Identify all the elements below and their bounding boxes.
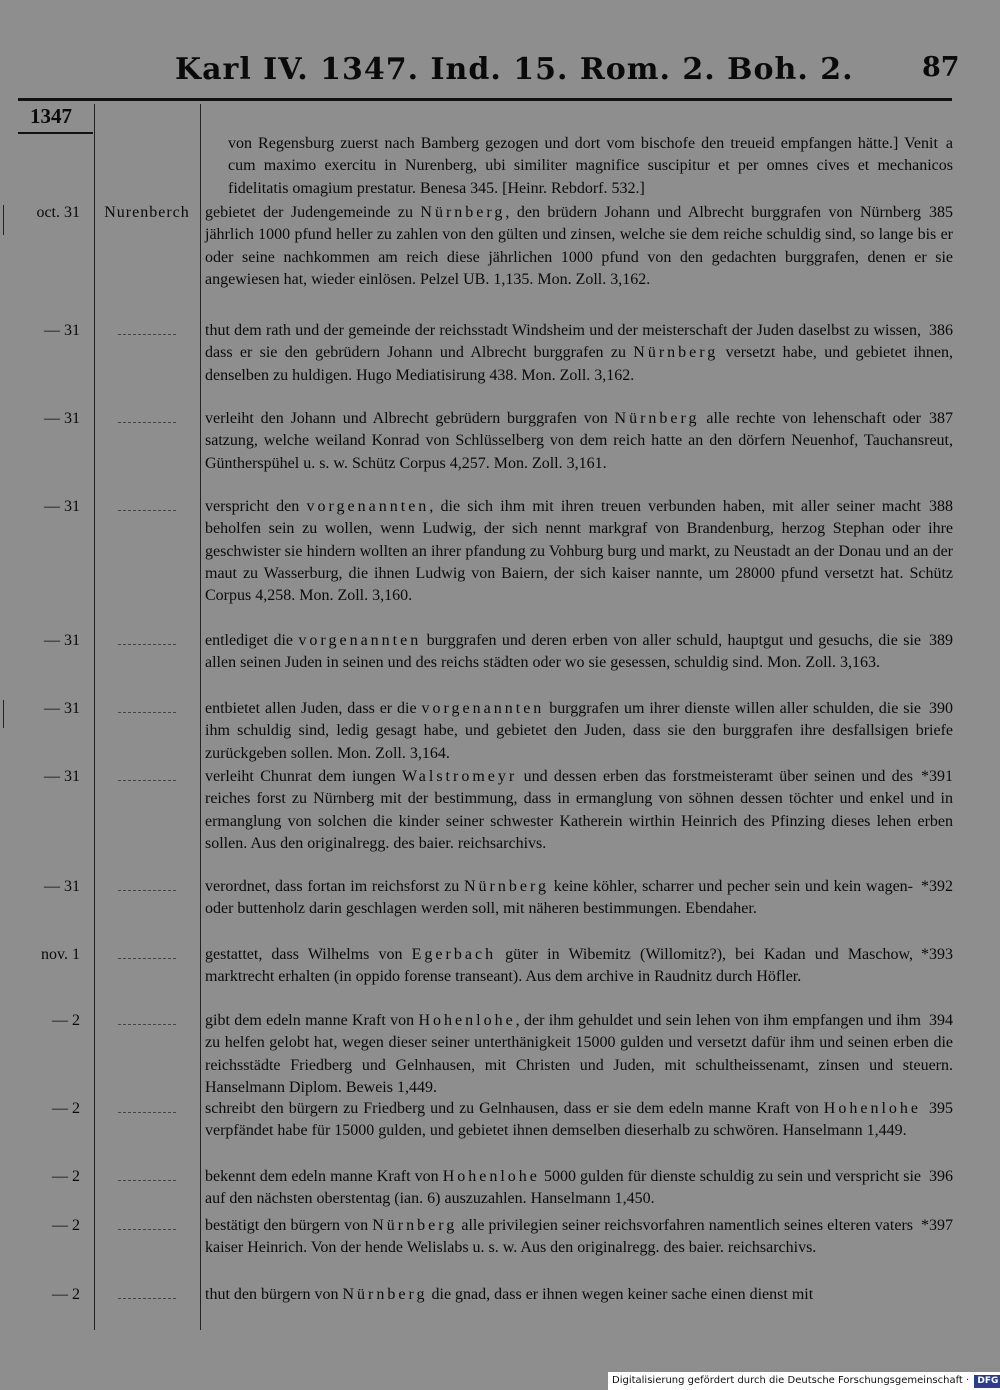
entry-date: — 31	[44, 632, 80, 649]
spaced-name: vorgenannten	[298, 632, 422, 649]
entry-place: Nurenberch	[104, 204, 190, 221]
spaced-name: Nürnberg	[614, 410, 700, 427]
spaced-name: vorgenannten	[421, 700, 545, 717]
entry-date: — 31	[44, 498, 80, 515]
spaced-name: Nürnberg	[463, 878, 549, 895]
entry-text-part: schreibt den bürgern zu Friedberg und zu Gelnhausen, dass er sie dem edeln manne Kraft von	[205, 1100, 824, 1117]
entry-text	[205, 202, 953, 291]
entry-text-part: burggrafen um ihrer dienste willen aller schulden, die sie ihm schuldig sind, ledig gesagt habe, und gebietet den Juden, dass sie den burggrafen ihre desfallsigen briefe zurückgeben sollen. Mon. Zoll. 3,164.	[205, 700, 953, 762]
entry-date: — 2	[52, 1100, 80, 1117]
entry-text-part: alle rechte von lehenschaft oder satzung, welche weiland Konrad von Schlüsselberg von dem reich hatte an den dörfern Neuenhof, Tauchansreut, Güntherspühel u. s. w. Schütz Corpus 4,257. Mon. Zoll. 3,161.	[205, 410, 953, 472]
entry-text-part: verleiht Chunrat dem iungen	[205, 768, 402, 785]
entry-text-part: bekennt dem edeln manne Kraft von	[205, 1168, 443, 1185]
entry-text	[205, 1284, 953, 1306]
page-header	[0, 50, 1000, 100]
entry-date: oct. 31	[36, 204, 80, 221]
regesta-number: 388	[929, 498, 953, 515]
entry-text-part: versetzt habe, und gebietet ihnen, denselben zu huldigen. Hugo Mediatisirung 438. Mon. Zoll. 3,162.	[205, 344, 953, 384]
entry-date: — 31	[44, 878, 80, 895]
ditto-mark	[118, 422, 176, 424]
intro-mark: a	[945, 135, 953, 152]
footer-text: Digitalisierung gefördert durch die Deutsche Forschungsgemeinschaft ·	[612, 1375, 970, 1386]
regesta-number: 387	[929, 410, 953, 427]
regesta-number: 390	[929, 700, 953, 717]
margin-mark	[3, 205, 4, 235]
entry-text	[205, 320, 953, 387]
ditto-mark	[118, 1298, 176, 1300]
regesta-number: 394	[929, 1012, 953, 1029]
entry-date: nov. 1	[41, 946, 80, 963]
regesta-number: 396	[929, 1168, 953, 1185]
entry-text-part: burggrafen und deren erben von aller schuld, hauptgut und gesuchs, die sie allen seinen Juden in seinen und des reichs städten oder wo sie gesessen, schuldig sind. Mon. Zoll. 3,163.	[205, 632, 922, 672]
spaced-name: Walstromeyr	[401, 768, 518, 785]
regesta-number: *397	[921, 1217, 953, 1234]
entry-text-part: verleiht den Johann und Albrecht gebrüdern burggrafen von	[205, 410, 615, 427]
entry-text-part: alle privilegien seiner reichsvorfahren namentlich seines elteren vaters kaiser Heinrich. Von der hende Welislabs u. s. w. Aus den originalregg. des baier. reichsarchivs.	[205, 1217, 913, 1257]
entry-text-part: verspricht den	[205, 498, 307, 515]
spaced-name: vorgenannten	[306, 498, 430, 515]
entry-date: — 31	[44, 410, 80, 427]
ditto-mark	[118, 1112, 176, 1114]
entry-text-part: thut dem rath und der gemeinde der reichsstadt Windsheim und der meisterschaft der Juden daselbst zu wissen, dass er sie den gebrüdern Johann und Albrecht burggrafen zu	[205, 322, 921, 362]
running-title: Karl IV. 1347. Ind. 15. Rom. 2. Boh. 2.	[175, 52, 854, 87]
spaced-name: Nürnberg	[342, 1286, 428, 1303]
entry-text-part: güter in Wibemitz (Willomitz?), bei Kadan und Maschow, marktrecht erhalten (in oppido forense transeant). Aus dem archive in Raudnitz durch Höfler.	[205, 946, 913, 986]
entry-text-part: die gnad, dass er ihnen wegen keiner sache einen dienst mit	[427, 1286, 814, 1303]
entry-text	[205, 1010, 953, 1099]
entry-text-part: verordnet, dass fortan im reichsforst zu	[205, 878, 464, 895]
ditto-mark	[118, 1229, 176, 1231]
regesta-number: 385	[929, 204, 953, 221]
ditto-mark	[118, 1180, 176, 1182]
ditto-mark	[118, 644, 176, 646]
ditto-mark	[118, 334, 176, 336]
entry-text-part: , die sich ihm mit ihren treuen verbunden haben, mit aller seiner macht beholfen sein zu wollen, wenn Ludwig, der sich nennt markgraf von Brandenburg, herzog Stephan oder ihre geschwister sie hindern wollten an ihrer pfandung zu Vohburg burg und markt, zu Neustadt an der Donau und an der maut zu Wasserburg, die ihnen Ludwig von Baiern, der sich kaiser nannte, um 28000 pfund versetzt hat. Schütz Corpus 4,258. Mon. Zoll. 3,160.	[205, 498, 953, 605]
entry-text	[205, 630, 953, 675]
margin-mark	[3, 700, 4, 728]
spaced-name: Hohenlohe	[823, 1100, 921, 1117]
entry-text-part: , der ihm gehuldet und sein lehen von ihm empfangen und ihm zu helfen gelobt hat, wegen dieser seiner unterthänigkeit 15000 gulden und versetzt dafür ihm und seinen erben die reichsstädte Friedberg und Gelnhausen, mit Christen und Juden, mit schultheissenamt, zinsen und steuern. Hanselmann Diplom. Beweis 1,449.	[205, 1012, 953, 1096]
spaced-name: Nürnberg	[633, 344, 719, 362]
dfg-logo: DFG	[974, 1375, 1000, 1388]
spaced-name: Hohenlohe	[442, 1168, 540, 1185]
entry-text	[205, 698, 953, 765]
entry-text-part: gebietet der Judengemeinde zu	[205, 204, 421, 221]
entry-date: — 2	[52, 1168, 80, 1185]
entry-text-part: und dessen erben das forstmeisteramt über seinen und des reiches forst zu Nürnberg mit der bestimmung, dass in ermanglung von söhnen dessen töchter und enkel und in ermanglung von solchen die kinder seiner schwester Katherein wirthin Heinrich des Pfinzing dieses lehen erben sollen. Aus den originalregg. des baier. reichsarchivs.	[205, 768, 953, 852]
entry-text-part: bestätigt den bürgern von	[205, 1217, 373, 1234]
ditto-mark	[118, 510, 176, 512]
regesta-number: *393	[921, 946, 953, 963]
entry-date: — 2	[52, 1217, 80, 1234]
ditto-mark	[118, 890, 176, 892]
regesta-number: 386	[929, 322, 953, 339]
entry-date: — 31	[44, 700, 80, 717]
entry-text-part: thut den bürgern von	[205, 1286, 343, 1303]
ditto-mark	[118, 958, 176, 960]
entry-text	[205, 876, 953, 921]
entry-text-part: keine köhler, scharrer und pecher sein und kein wagen- oder buttenholz darin geschlagen werden soll, mit näheren bestimmungen. Ebendaher.	[205, 878, 914, 918]
entry-text-part: , den brüdern Johann und Albrecht burggrafen von Nürnberg jährlich 1000 pfund heller zu zahlen von den gülten und zinsen, welche sie dem reiche schuldig sind, so lange bis er oder seine nachkommen am reich diese jährlichen 1000 pfund von den gedachten burggrafen, denen er sie angewiesen hat, wieder einlösen. Pelzel UB. 1,135. Mon. Zoll. 3,162.	[205, 204, 953, 288]
year-label: 1347	[30, 104, 72, 128]
entry-text-part: gibt dem edeln manne Kraft von	[205, 1012, 419, 1029]
entry-text	[205, 944, 953, 989]
entry-date: — 31	[44, 768, 80, 785]
funding-footer	[608, 1372, 1000, 1390]
regesta-number: *391	[921, 768, 953, 785]
header-rule	[18, 98, 952, 101]
year-rule	[18, 132, 93, 134]
entry-text-part: entbietet allen Juden, dass er die	[205, 700, 422, 717]
entry-text	[205, 1215, 953, 1260]
entry-date: — 2	[52, 1012, 80, 1029]
entry-text	[205, 1098, 953, 1143]
regesta-number: *392	[921, 878, 953, 895]
regesta-number: 389	[929, 632, 953, 649]
column-divider-date	[94, 104, 95, 1330]
spaced-name: Nürnberg	[420, 204, 506, 221]
entry-text	[205, 1166, 953, 1211]
ditto-mark	[118, 780, 176, 782]
entry-text-part: verpfändet habe für 15000 gulden, und gebietet ihnen demselben dieserhalb zu schwören. Hanselmann 1,449.	[205, 1122, 907, 1140]
spaced-name: Egerbach	[411, 946, 497, 963]
spaced-name: Hohenlohe	[418, 1012, 516, 1029]
intro-text: von Regensburg zuerst nach Bamberg gezogen und dort vom bischofe den treueid empfangen hätte.] Venit cum maximo exercitu in Nurenberg, ubi similiter magnifice suscipitur et per omnes cives et mechanicos fidelitatis omagium prestatur. Benesa 345. [Heinr. Rebdorf. 532.]	[228, 135, 953, 197]
ditto-mark	[118, 712, 176, 714]
entry-text-part: gestattet, dass Wilhelms von	[205, 946, 412, 963]
page-number: 87	[922, 52, 960, 83]
entry-date: — 31	[44, 322, 80, 339]
entry-text	[205, 408, 953, 475]
entry-text	[205, 496, 953, 607]
entry-text-part: entlediget die	[205, 632, 299, 649]
entry-text-part: 5000 gulden für dienste schuldig zu sein und verspricht sie auf den nächsten oberstentag (ian. 6) auszuzahlen. Hanselmann 1,450.	[205, 1168, 922, 1208]
column-divider-place	[200, 104, 201, 1330]
spaced-name: Nürnberg	[372, 1217, 458, 1234]
entry-text	[205, 766, 953, 855]
ditto-mark	[118, 1024, 176, 1026]
entry-date: — 2	[52, 1286, 80, 1303]
regesta-number: 395	[929, 1100, 953, 1117]
